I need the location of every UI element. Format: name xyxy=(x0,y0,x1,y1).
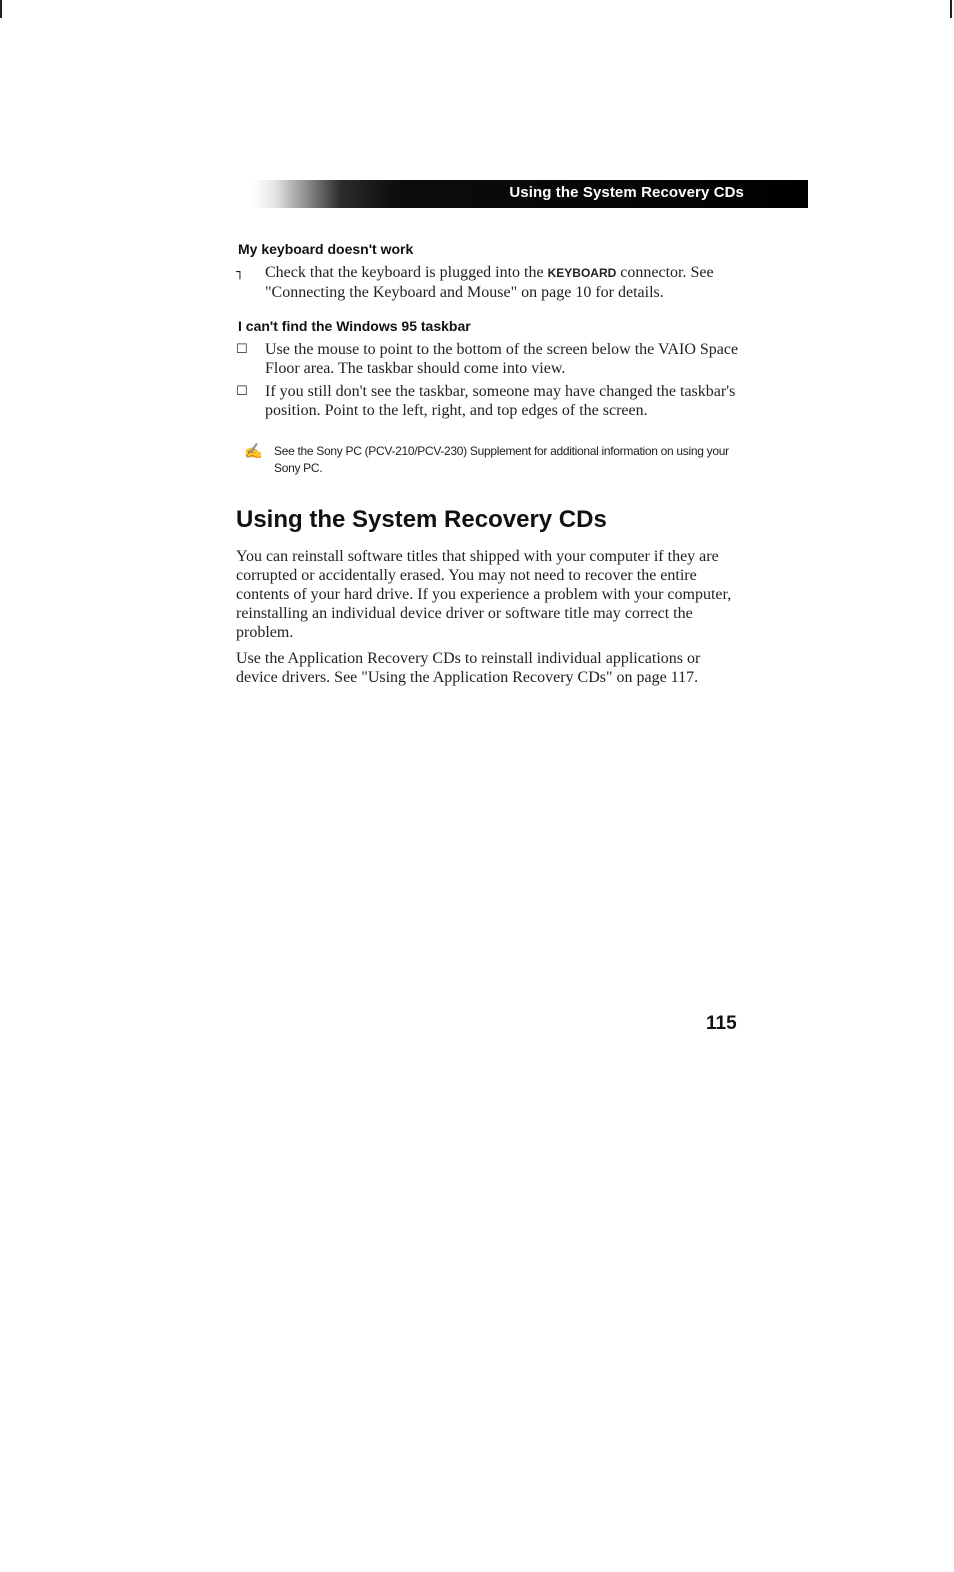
taskbar-list-item xyxy=(236,382,756,420)
application-cd-paragraph: Use the Application Recovery CDs to reinstall individual applications or device drivers. See "Using the Application Recovery CDs" on page 117. xyxy=(236,650,701,686)
pen-note-icon: ✍ xyxy=(244,443,263,460)
running-header-band xyxy=(252,180,808,208)
taskbar-list-item xyxy=(236,340,756,378)
intro-paragraph: You can reinstall software titles that shipped with your computer if they are corrupted or accidentally erased. You may not need to recover the entire contents of your hard drive. If you experience a problem with your computer, reinstalling an individual device driver or software title may correct the problem. xyxy=(236,548,732,641)
keyboard-item-text xyxy=(265,263,756,302)
scan-edge-mark-right xyxy=(950,0,952,18)
taskbar-item-text: Use the mouse to point to the bottom of the screen below the VAIO Space Floor area. The taskbar should come into view. xyxy=(265,341,739,377)
keyboard-list-item xyxy=(236,263,756,302)
scan-edge-mark-left xyxy=(0,0,2,18)
taskbar-heading: I can't find the Windows 95 taskbar xyxy=(238,318,471,334)
keyboard-item-pre: Check that the keyboard is plugged into the xyxy=(265,264,544,281)
keyboard-item-post: connector. See "Connecting the Keyboard and Mouse" on page 10 for details. xyxy=(265,264,714,301)
running-header-title: Using the System Recovery CDs xyxy=(509,184,744,201)
checkbox-bullet-icon: ☐ xyxy=(236,384,248,399)
keyboard-heading: My keyboard doesn't work xyxy=(238,241,414,257)
checkbox-bullet-icon: ☐ xyxy=(236,342,248,357)
keyboard-connector-label: KEYBOARD xyxy=(547,266,617,280)
taskbar-item-text: If you still don't see the taskbar, someone may have changed the taskbar's position. Point to the left, right, and top edges of the screen. xyxy=(265,383,736,419)
supplement-note xyxy=(244,443,744,477)
section-title: Using the System Recovery CDs xyxy=(236,506,607,533)
page-number: 115 xyxy=(706,1013,737,1034)
checkbox-bullet-icon: ┐ xyxy=(236,265,244,280)
note-text: See the Sony PC (PCV-210/PCV-230) Supplement for additional information on using your Sony PC. xyxy=(274,444,729,475)
